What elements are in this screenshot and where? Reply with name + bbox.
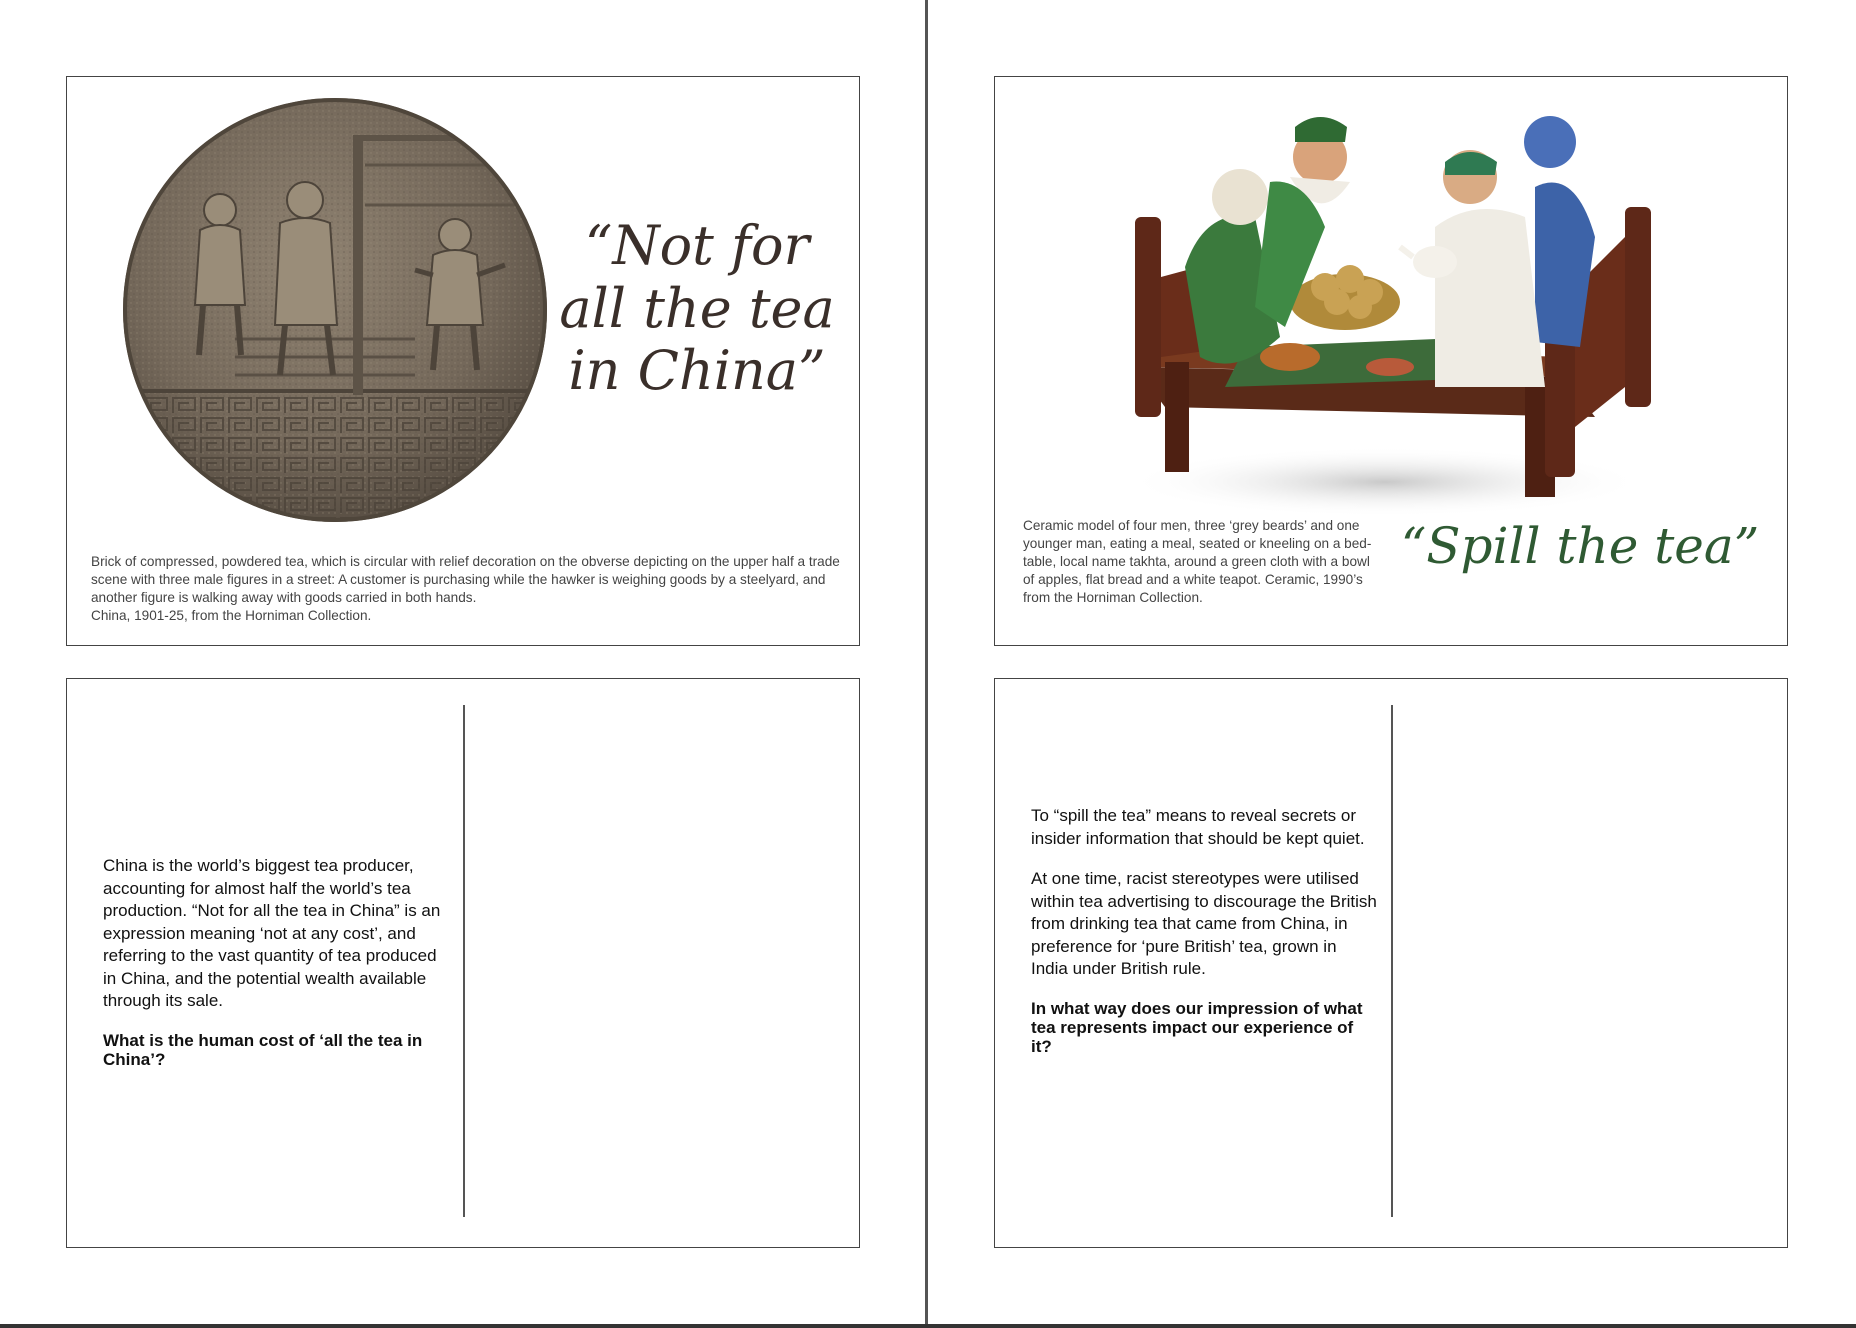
tea-brick-image [115, 95, 555, 525]
tea-brick-caption-source: China, 1901-25, from the Horniman Collection. [91, 608, 372, 623]
tea-brick-caption [91, 553, 841, 625]
china-paragraph: China is the world’s biggest tea producer, accounting for almost half the world’s tea production. “Not for all the tea in China” is an expression meaning ‘not at any cost’, and referring to the vast quantity of tea produced in China, and the potential wealth available through its sale. [103, 856, 441, 1010]
postcard-address-divider [463, 705, 465, 1217]
ceramic-model-caption: Ceramic model of four men, three ‘grey beards’ and one younger man, eating a meal, seated or kneeling on a bed-table, local name takhta, around a green cloth with a bowl of apples, flat bread and a white teapot. Ceramic, 1990’s from the Horniman Collection. [1023, 518, 1372, 605]
spill-paragraph-2: At one time, racist stereotypes were utilised within tea advertising to discourage the British from drinking tea that came from China, in preference for ‘pure British’ tea, grown in India under British rule. [1031, 869, 1377, 978]
page-divider-vertical [925, 0, 928, 1328]
ceramic-model-image [1105, 87, 1665, 527]
china-question: What is the human cost of ‘all the tea in China’? [103, 1030, 423, 1069]
tea-brick-caption-text: Brick of compressed, powdered tea, which is circular with relief decoration on the obverse depicting on the upper half a trade scene with three male figures in a street: A customer is purchasing while the hawker is weighing goods by a steelyard, and another figure is walking away with goods carried in both hands. [91, 554, 840, 605]
postcard-ceramic-model [994, 76, 1788, 646]
quote-spill-the-tea: “Spill the tea” [1400, 517, 1760, 575]
quote-not-for-all-the-tea: “Not for all the tea in China” [559, 214, 835, 403]
postcard-tea-brick [66, 76, 860, 646]
postcard-back-spill [994, 678, 1788, 1248]
page-divider-horizontal [0, 1324, 1856, 1328]
china-text-block [103, 855, 449, 1087]
postcard-address-divider [1391, 705, 1393, 1217]
postcard-back-china [66, 678, 860, 1248]
spill-question: In what way does our impression of what tea represents impact our experience of it? [1031, 998, 1363, 1056]
spill-text-block [1031, 805, 1377, 1074]
spill-paragraph-1: To “spill the tea” means to reveal secrets or insider information that should be kept quiet. [1031, 806, 1365, 848]
